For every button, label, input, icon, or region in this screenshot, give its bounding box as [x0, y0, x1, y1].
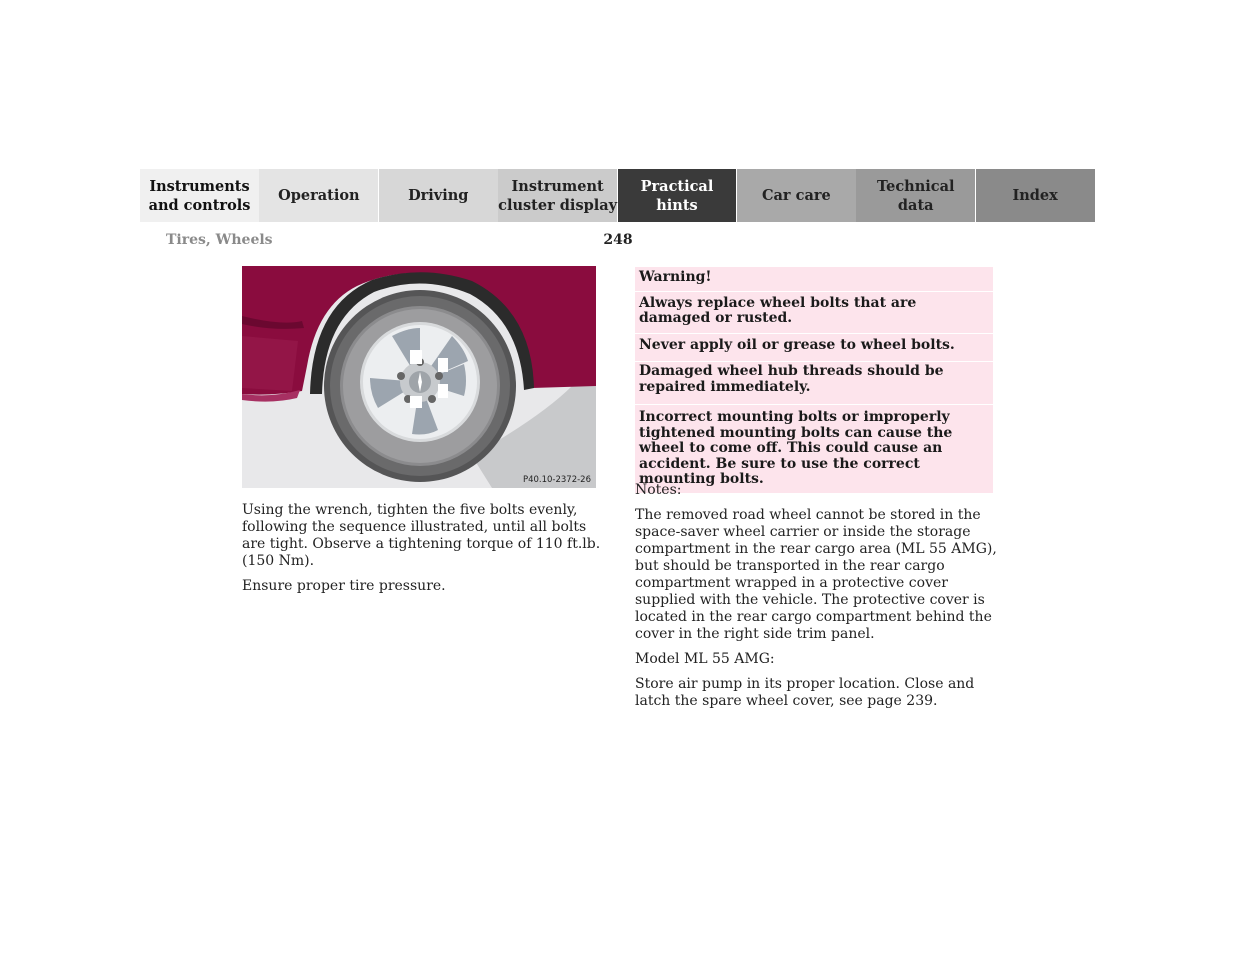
tab-instrument-cluster-display[interactable] — [498, 169, 617, 222]
warning-box — [635, 267, 993, 494]
tab-index[interactable] — [976, 169, 1095, 222]
paragraph: Ensure proper tire pressure. — [242, 578, 446, 594]
paragraph: Store air pump in its proper location. Close and latch the spare wheel cover, see page 239. — [635, 676, 975, 709]
page-number: 248 — [603, 232, 633, 248]
wheel-bolt-tightening-illustration-icon — [242, 266, 596, 488]
warning-item: Always replace wheel bolts that are damaged or rusted. — [635, 292, 993, 334]
tab-operation[interactable] — [259, 169, 378, 222]
tab-label: Technical data — [876, 177, 955, 214]
paragraph: Model ML 55 AMG: — [635, 651, 775, 667]
notes — [635, 482, 997, 718]
paragraph: The removed road wheel cannot be stored in the space-saver wheel carrier or inside the storage compartment in the rear cargo area (ML 55 AMG), but should be transported in the rear cargo compartment wrapped in a protective cover supplied with the vehicle. The protective cover is located in the rear cargo compartment behind the cover in the right side trim panel. — [635, 507, 997, 642]
chapter-nav — [140, 169, 1095, 222]
tab-label: Car care — [762, 187, 831, 204]
tab-label: Instrument cluster display — [498, 177, 618, 214]
instructions — [242, 502, 604, 603]
tab-instruments-and-controls[interactable] — [140, 169, 259, 222]
warning-item: Damaged wheel hub threads should be repaired immediately. — [635, 362, 993, 405]
tab-car-care[interactable] — [737, 169, 856, 222]
tab-technical-data[interactable] — [856, 169, 975, 222]
tab-label: Practical hints — [640, 177, 714, 214]
tab-driving[interactable] — [379, 169, 498, 222]
notes-label: Notes: — [635, 482, 682, 498]
tab-label: Index — [1012, 187, 1058, 204]
warning-title: Warning! — [635, 267, 993, 292]
wheel-illustration — [242, 266, 596, 488]
paragraph: Using the wrench, tighten the five bolts evenly, following the sequence illustrated, until all bolts are tight. Observe a tightening torque of 110 ft.lb. (150 Nm). — [242, 502, 601, 569]
tab-label: Driving — [408, 187, 469, 204]
tab-practical-hints[interactable] — [618, 169, 737, 222]
tab-label: Operation — [278, 187, 360, 204]
tab-label: Instruments and controls — [148, 177, 251, 214]
figure-code: P40.10-2372-26 — [522, 475, 591, 485]
warning-item: Never apply oil or grease to wheel bolts. — [635, 334, 993, 363]
section-title: Tires, Wheels — [166, 232, 273, 248]
warning-item: Incorrect mounting bolts or improperly tightened mounting bolts can cause the wheel to come off. This could cause an accident. Be sure to use the correct mounting bolts. — [635, 405, 993, 494]
